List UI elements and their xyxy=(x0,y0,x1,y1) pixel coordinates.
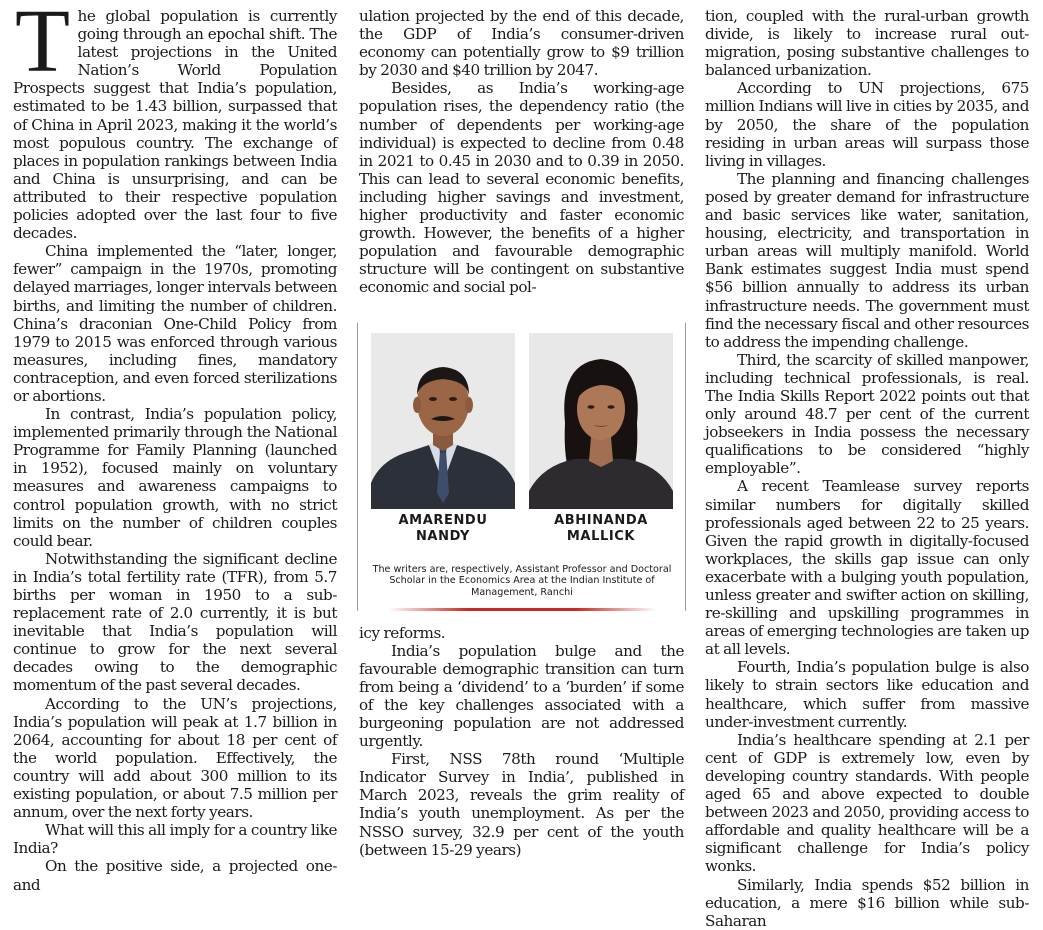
article-column-3 xyxy=(705,7,1029,930)
author-1-last-name: NANDY xyxy=(415,528,471,544)
article-paragraph: Fourth, India’s population bulge is also likely to strain sectors like education and healthcare, which suffer from massive under-investment currently. xyxy=(705,658,1029,731)
author-photo-1-image xyxy=(371,333,515,509)
author-1-first-name: AMARENDU xyxy=(398,512,488,528)
article-paragraph: icy reforms. xyxy=(359,623,446,642)
article-paragraph: Third, the scarcity of skilled manpower, including technical professionals, is real. The India Skills Report 2022 points out that only around 48.7 per cent of the current jobseekers in India possess the necessary qualifications to be considered “highly employable”. xyxy=(705,350,1029,478)
article-paragraph: India’s healthcare spending at 2.1 per cent of GDP is extremely low, even by developing country standards. With people aged 65 and above expected to double between 2023 and 2050, providing access to affordable and quality healthcare will be a significant challenge for India’s policy wonks. xyxy=(705,730,1029,876)
author-2-first-name: ABHINANDA xyxy=(554,512,648,528)
article-paragraph: On the positive side, a projected one-and xyxy=(13,857,337,894)
author-caption: The writers are, respectively, Assistant Professor and Doctoral Scholar in the Economics Area at the Indian Institute of Management, Ranchi xyxy=(372,563,672,598)
article-paragraph: ulation projected by the end of this decade, the GDP of India’s consumer-driven economy can potentially grow to $9 trillion by 2030 and $40 trillion by 2047. xyxy=(359,7,684,80)
drop-cap: T xyxy=(15,0,70,91)
article-paragraph: What will this all imply for a country like India? xyxy=(13,821,337,858)
article-paragraph: tion, coupled with the rural-urban growth divide, is likely to increase rural out-migration, posing substantive challenges to balanced urbanization. xyxy=(705,7,1029,80)
paragraph-text: he global population is currently going through an epochal shift. The latest projections in the United Nation’s World Population Prospects suggest that India’s population, estimated to be 1.43 billion, surpassed that of China in April 2023, making it the world’s most populous country. The exchange of places in population rankings between India and China is unsurprising, and can be attributed to their respective population policies adopted over the last four to five decades. xyxy=(13,7,337,243)
article-paragraph: In contrast, India’s population policy, implemented primarily through the National Programme for Family Planning (launched in 1952), focused mainly on voluntary measures and awareness campaigns to control population growth, with no strict limits on the number of children couples could bear. xyxy=(13,405,337,550)
red-divider xyxy=(388,608,656,611)
author-box xyxy=(357,323,686,611)
article-paragraph xyxy=(13,0,337,243)
article-paragraph: The planning and financing challenges posed by greater demand for infrastructure and basic services like water, sanitation, housing, electricity, and transportation in urban areas will multiply manifold. World Bank estimates suggest India must spend $56 billion annually to address its urban infrastructure needs. The government must find the necessary fiscal and other resources to address the impending challenge. xyxy=(705,169,1029,351)
article-paragraph: A recent Teamlease survey reports similar numbers for digitally skilled professionals aged between 22 to 25 years. Given the rapid growth in digitally-focused workplaces, the skills gap issue can only exacerbate with a bulging youth population, unless greater and swifter action on skilling, re-skilling and upskilling programmes in areas of emerging technologies are taken up at all levels. xyxy=(705,477,1029,659)
article-paragraph: According to UN projections, 675 million Indians will live in cities by 2035, and by 2050, the share of the population residing in urban areas will surpass those living in villages. xyxy=(705,79,1029,170)
article-column-1 xyxy=(13,0,337,894)
author-photo-1 xyxy=(371,333,515,509)
article-paragraph: Besides, as India’s working-age population rises, the dependency ratio (the number of dependents per working-age individual) is expected to decline from 0.48 in 2021 to 0.45 in 2030 and to 0.39 in 2050. This can lead to several economic benefits, including higher savings and investment, higher productivity and faster economic growth. However, the benefits of a higher population and favourable demographic structure will be contingent on substantive economic and social pol- xyxy=(359,79,684,297)
author-name-2 xyxy=(529,513,673,545)
article-paragraph: First, NSS 78th round ‘Multiple Indicator Survey in India’, published in March 2023, reveals the grim reality of India’s youth unemployment. As per the NSSO survey, 32.9 per cent of the youth (between 15-29 years) xyxy=(359,750,684,859)
author-photo-2 xyxy=(529,333,673,509)
article-paragraph: India’s population bulge and the favourable demographic transition can turn from being a ‘dividend’ to a ‘burden’ if some of the key challenges associated with a burgeoning population are not addressed urgently. xyxy=(359,641,684,751)
article-paragraph: According to the UN’s projections, India’s population will peak at 1.7 billion in 2064, accounting for about 18 per cent of the world population. Effectively, the country will add about 300 million to its existing population, or about 7.5 million per annum, over the next forty years. xyxy=(13,694,337,822)
article-paragraph: China implemented the “later, longer, fewer” campaign in the 1970s, promoting delayed marriages, longer intervals between births, and limiting the number of children. China’s draconian One-Child Policy from 1979 to 2015 was enforced through various measures, including fines, mandatory contraception, and even forced sterilizations or abortions. xyxy=(13,242,337,405)
article-paragraph: Notwithstanding the significant decline in India’s total fertility rate (TFR), from 5.7 births per woman in 1950 to a sub-replacement rate of 2.0 currently, it is but inevitable that India’s population will continue to grow for the next several decades owing to the demographic momentum of the past several decades. xyxy=(13,549,337,695)
article-column-2 xyxy=(359,7,684,859)
author-photo-2-image xyxy=(529,333,673,509)
author-2-last-name: MALLICK xyxy=(566,528,636,544)
author-name-1 xyxy=(371,513,515,545)
article-paragraph: Similarly, India spends $52 billion in education, a mere $16 billion while sub-Saharan xyxy=(705,875,1029,930)
